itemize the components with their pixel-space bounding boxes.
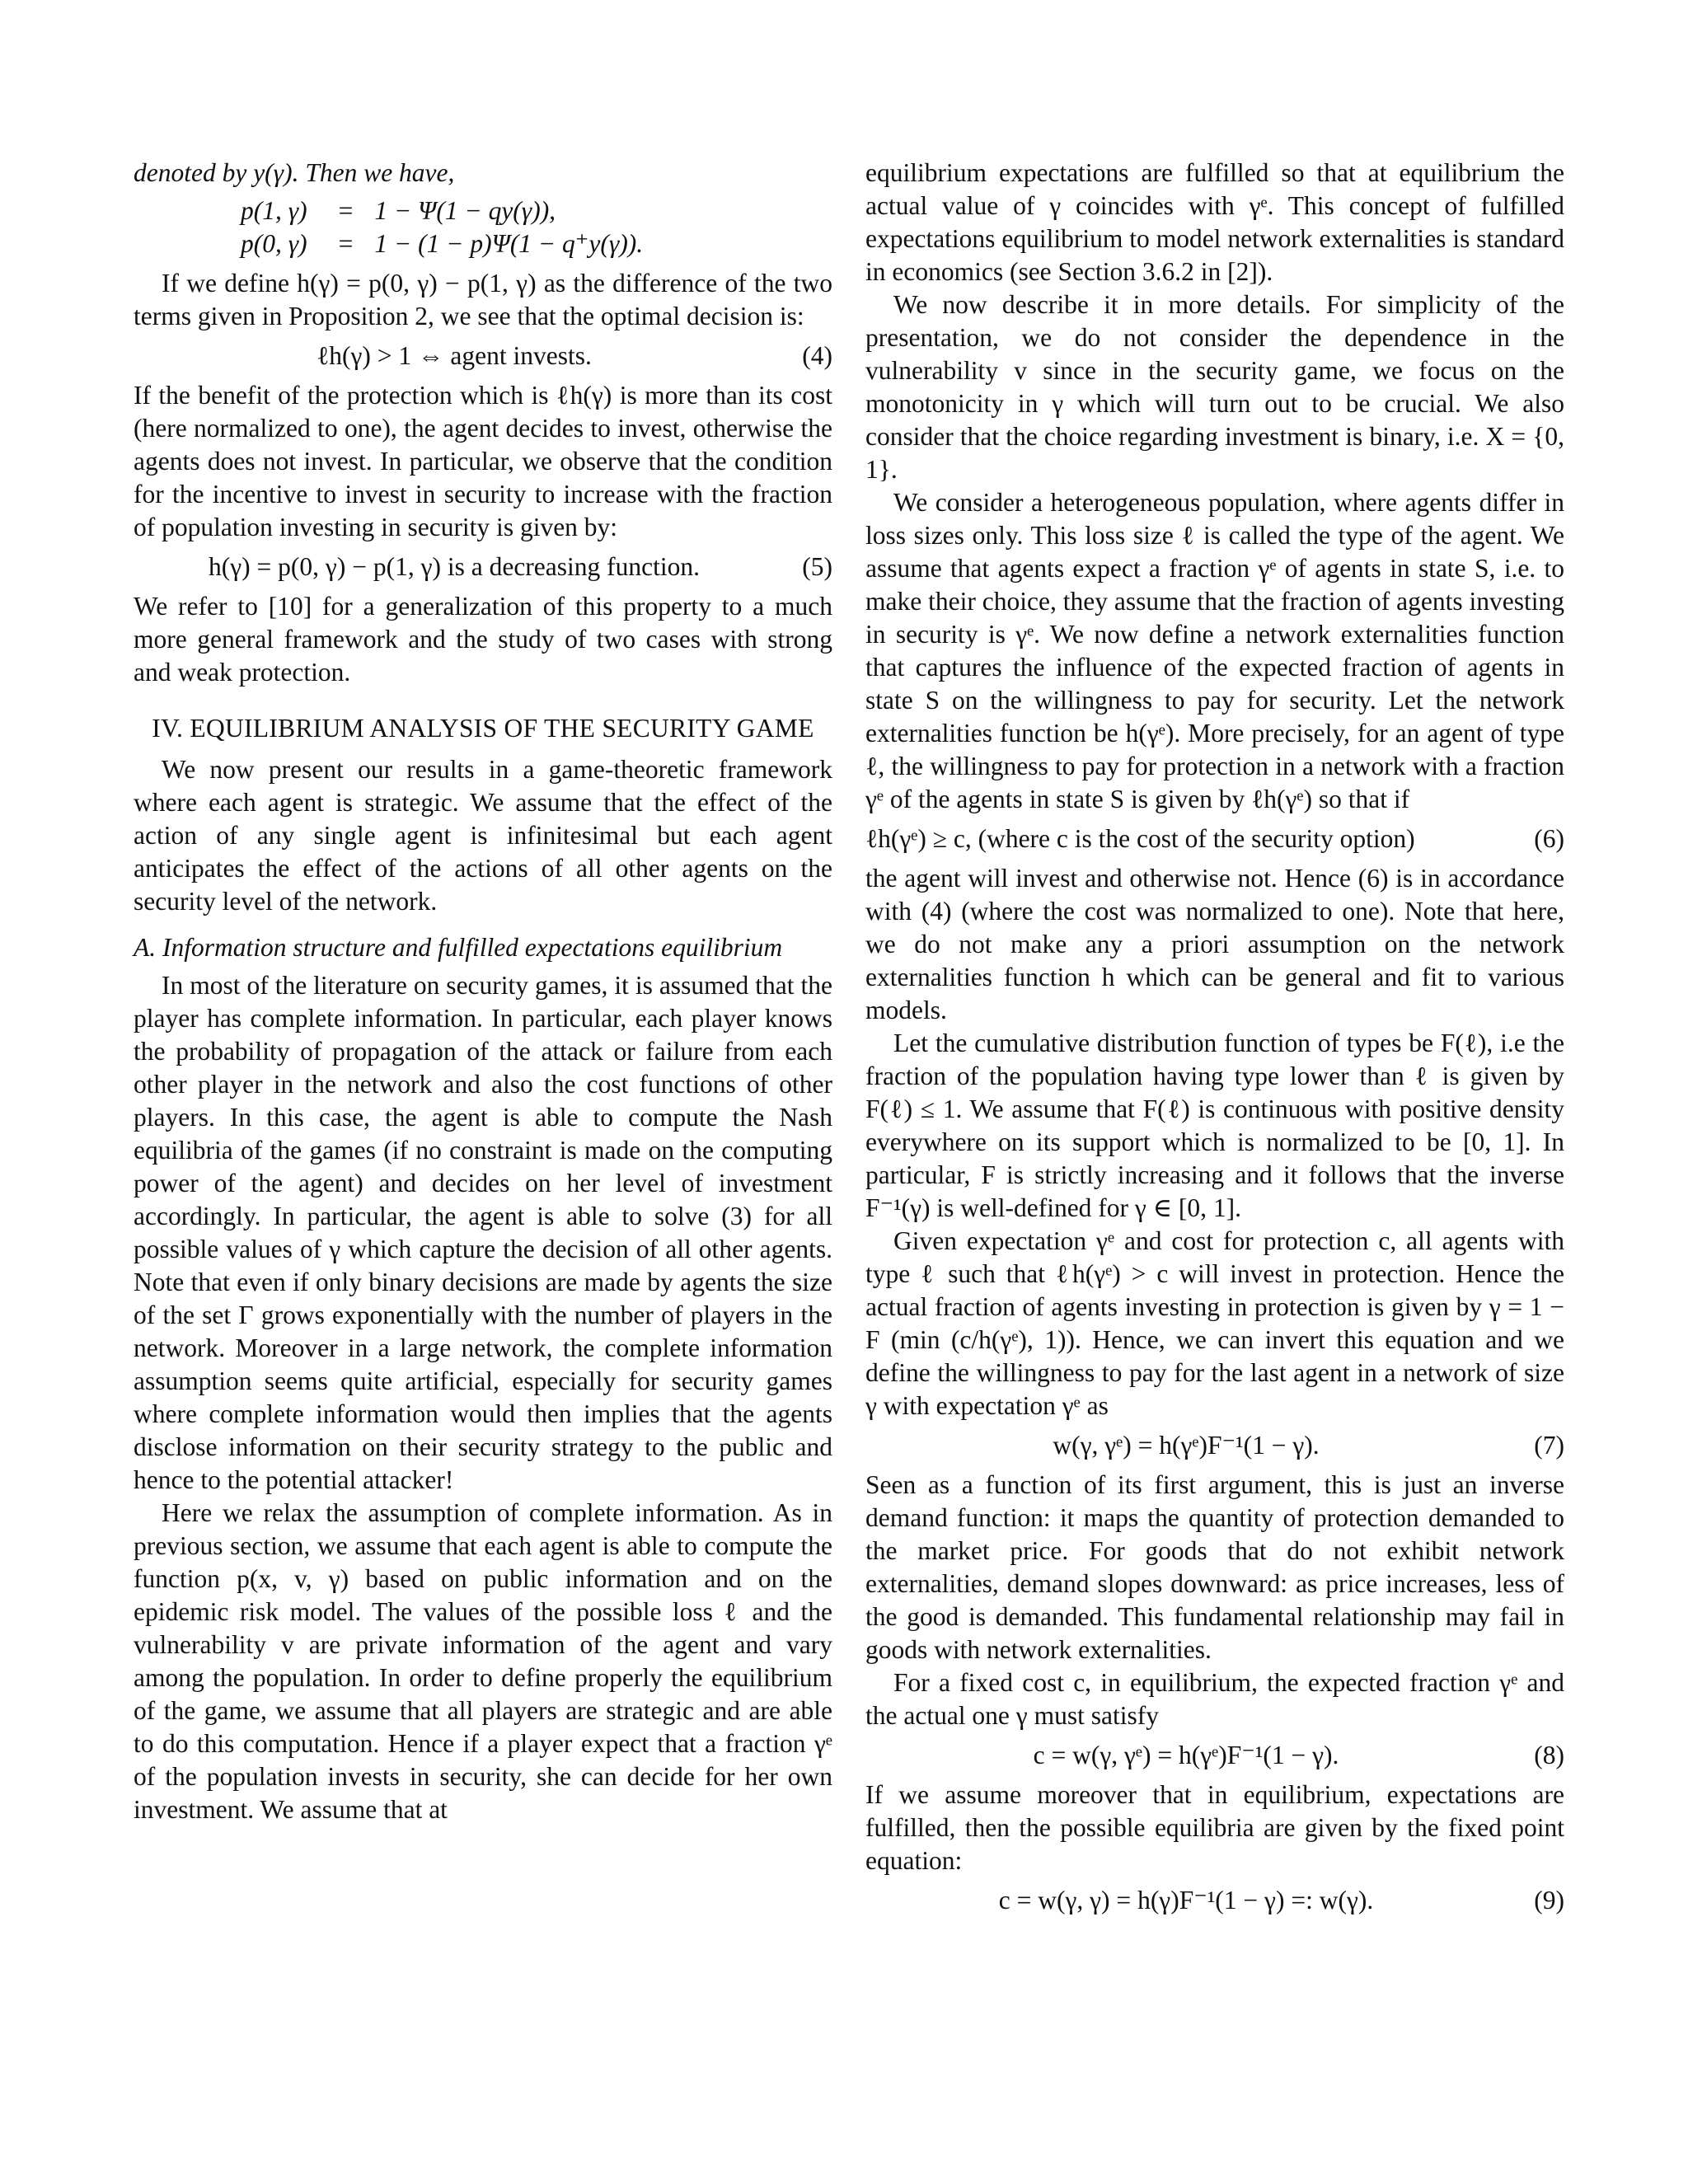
equation-body: w(γ, γᵉ) = h(γᵉ)F⁻¹(1 − γ). — [1053, 1431, 1320, 1460]
paragraph: If the benefit of the protection which is ℓh(γ) is more than its cost (here normalized to one), the agent decides to invest, otherwise the agents does not invest. In particular, we observe that the condition for the incentive to invest in security to increase with the fraction of population investing in security is given by: — [134, 381, 832, 541]
paragraph: For a fixed cost c, in equilibrium, the expected fraction γᵉ and the actual one γ must satisfy — [865, 1668, 1564, 1730]
equation-rhs: 1 − (1 − p)Ψ(1 − q⁺y(γ)). — [374, 229, 644, 258]
equation-body: ℓh(γ) > 1 ⇔ agent invests. — [316, 341, 592, 370]
paragraph: We consider a heterogeneous population, where agents differ in loss sizes only. This loss size ℓ is called the type of the agent. We assume that agents expect a fraction γᵉ of agents in state S, i.e. to make their choice, they assume that the fraction of agents investing in security is γᵉ. We now define a network externalities function that captures the influence of the expected fraction of agents in state S on the willingness to pay for security. Let the network externalities function be h(γᵉ). More precisely, for an agent of type ℓ, the willingness to pay for protection in a network with a fraction γᵉ of the agents in state S is given by ℓh(γᵉ) so that if — [865, 488, 1564, 813]
section-heading: IV. EQUILIBRIUM ANALYSIS OF THE SECURITY GAME — [152, 714, 814, 743]
paragraph: the agent will invest and otherwise not. Hence (6) is in accordance with (4) (where the cost was normalized to one). Note that here, we do not make any a priori assumption on the network externalities function h which can be general and fit to various models. — [865, 864, 1564, 1024]
paragraph: If we assume moreover that in equilibrium, expectations are fulfilled, then the possible equilibria are given by the fixed point equation: — [865, 1780, 1564, 1875]
equation-row — [241, 227, 653, 260]
equation-body: ℓh(γᵉ) ≥ c, (where c is the cost of the security option) — [865, 824, 1415, 853]
equation-op: = — [338, 196, 354, 225]
equation-lhs: p(0, γ) — [241, 229, 307, 258]
equation-number: (4) — [802, 341, 832, 370]
paragraph: Here we relax the assumption of complete information. As in previous section, we assume that each agent is able to compute the function p(x, v, γ) based on public information and on the epidemic risk model. The values of the possible loss ℓ and the vulnerability v are private information of the agent and vary among the population. In order to define properly the equilibrium of the game, we assume that all players are strategic and are able to do this computation. Hence if a player expect that a fraction γᵉ of the population invests in security, she can decide for her own investment. We assume that at — [134, 1498, 832, 1824]
equation-number: (8) — [1534, 1741, 1564, 1769]
paragraph: Given expectation γᵉ and cost for protection c, all agents with type ℓ such that ℓh(γᵉ) > c will invest in protection. Hence the actual fraction of agents investing in protection is given by γ = 1 − F (min (c/h(γᵉ), 1)). Hence, we can invert this equation and we define the willingness to pay for the last agent in a network of size γ with expectation γᵉ as — [865, 1226, 1564, 1420]
equation-body: h(γ) = p(0, γ) − p(1, γ) is a decreasing function. — [209, 552, 700, 581]
equation-5 — [134, 551, 832, 583]
paragraph: We refer to [10] for a generalization of this property to a much more general framework and the study of two cases with strong and weak protection. — [134, 592, 832, 687]
equation-lhs: p(1, γ) — [241, 196, 307, 225]
equation-op: = — [338, 229, 354, 258]
paragraph: Let the cumulative distribution function of types be F(ℓ), i.e the fraction of the population having type lower than ℓ is given by F(ℓ) ≤ 1. We assume that F(ℓ) is continuous with positive density everywhere on its support which is normalized to be [0, 1]. In particular, F is strictly increasing and it follows that the inverse F⁻¹(γ) is well-defined for γ ∈ [0, 1]. — [865, 1029, 1564, 1222]
equation-6 — [865, 823, 1564, 855]
intro-line: denoted by y(γ). Then we have, — [134, 158, 455, 187]
paragraph: Seen as a function of its first argument, this is just an inverse demand function: it maps the quantity of protection demanded to the market price. For goods that do not exhibit network externalities, demand slopes downward: as price increases, less of the good is demanded. This fundamental relationship may fail in goods with network externalities. — [865, 1470, 1564, 1664]
equation-number: (5) — [802, 552, 832, 581]
paragraph: In most of the literature on security games, it is assumed that the player has complete information. In particular, each player knows the probability of propagation of the attack or failure from each other player in the network and also the cost functions of other players. In this case, the agent is able to compute the Nash equilibria of the games (if no constraint is made on the computing power of the agent) and decides on her level of investment accordingly. In particular, the agent is able to solve (3) for all possible values of γ which capture the decision of all other agents. Note that even if only binary decisions are made by agents the size of the set Γ grows exponentially with the number of players in the network. Moreover in a large network, the complete information assumption seems quite artificial, especially for security games where complete information would then implies that the agents disclose information on their security strategy to the public and hence to the potential attacker! — [134, 971, 832, 1494]
equation-number: (6) — [1534, 824, 1564, 853]
equation-9 — [865, 1884, 1564, 1917]
left-column — [134, 157, 832, 1924]
equation-7 — [865, 1429, 1564, 1462]
equation-body: c = w(γ, γᵉ) = h(γᵉ)F⁻¹(1 − γ). — [1033, 1741, 1339, 1769]
right-column — [865, 157, 1564, 1924]
equation-4 — [134, 340, 832, 373]
two-column-body — [134, 157, 1564, 1924]
paragraph: If we define h(γ) = p(0, γ) − p(1, γ) as the difference of the two terms given in Proposition 2, we see that the optimal decision is: — [134, 269, 832, 330]
paragraph: equilibrium expectations are fulfilled so that at equilibrium the actual value of γ coincides with γᵉ. This concept of fulfilled expectations equilibrium to model network externalities is standard in economics (see Section 3.6.2 in [2]). — [865, 158, 1564, 286]
paragraph: We now present our results in a game-theoretic framework where each agent is strategic. We assume that the effect of the action of any single agent is infinitesimal but each agent anticipates the effect of the actions of all other agents on the security level of the network. — [134, 755, 832, 916]
equation-8 — [865, 1739, 1564, 1772]
paragraph: We now describe it in more details. For simplicity of the presentation, we do not consider the dependence in the vulnerability v since in the security game, we focus on the monotonicity in γ which will turn out to be crucial. We also consider that the choice regarding investment is binary, i.e. X = {0, 1}. — [865, 290, 1564, 484]
equation-number: (7) — [1534, 1431, 1564, 1460]
equation-body: c = w(γ, γ) = h(γ)F⁻¹(1 − γ) =: w(γ). — [998, 1886, 1374, 1915]
proposition-equations — [241, 194, 653, 260]
equation-row — [241, 194, 653, 227]
equation-rhs: 1 − Ψ(1 − qy(γ)), — [374, 196, 556, 225]
subsection-heading: A. Information structure and fulfilled expectations equilibrium — [134, 933, 783, 962]
equation-number: (9) — [1534, 1886, 1564, 1915]
